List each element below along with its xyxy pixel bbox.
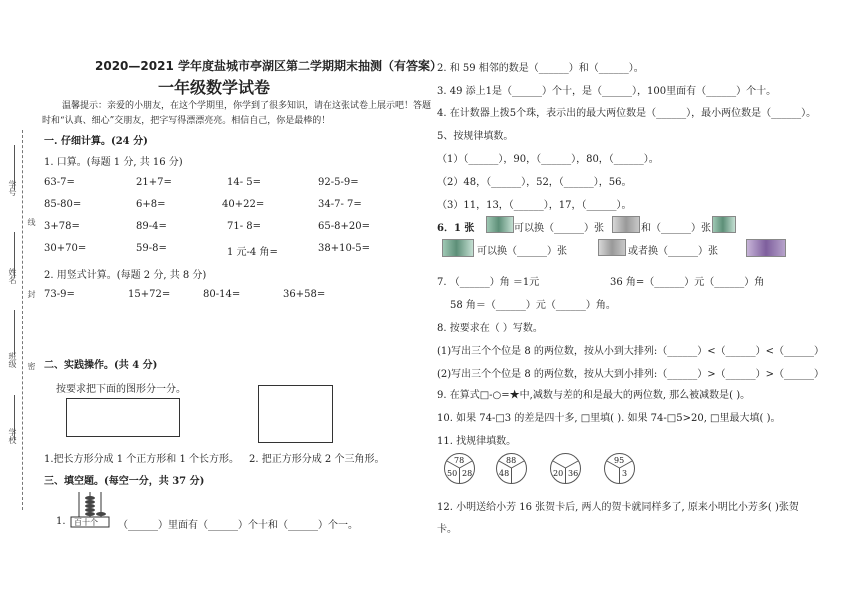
banknote-green-icon — [486, 216, 514, 233]
question-12-line-2: 卡。 — [437, 524, 457, 535]
oral-item: 92-5-9= — [318, 177, 359, 188]
circle-top-value: 88 — [506, 456, 517, 465]
vertical-item: 15+72= — [128, 289, 171, 300]
oral-item: 21+7= — [136, 177, 172, 188]
school-label: 学校 — [8, 428, 17, 444]
circle-right-value: 3 — [622, 469, 628, 478]
oral-item: 3+78= — [44, 221, 80, 232]
name-label: 姓名 — [8, 268, 17, 284]
operation-1-text: 1.把长方形分成 1 个正方形和 1 个长方形。 — [44, 454, 239, 465]
circle-top-value: 78 — [454, 456, 465, 465]
oral-item: 30+70= — [44, 243, 87, 254]
question-5-3: （3）11，13，（______），17，（______）。 — [437, 200, 632, 211]
question-3: 3. 49 添上1是（______）个十，是（______），100里面有（______）个十。 — [437, 86, 777, 97]
question-5: 5、按规律填数。 — [437, 131, 514, 142]
oral-item: 85-80= — [44, 199, 82, 210]
oral-item: 6+8= — [136, 199, 166, 210]
square-shape[interactable] — [258, 385, 333, 443]
section-3-heading: 三、填空题。(每空一分，共 37 分) — [44, 476, 205, 487]
exam-title: 2020—2021 学年度盐城市亭湖区第二学期期末抽测（有答案） — [95, 59, 442, 73]
seal-char-line: 线 — [27, 218, 36, 226]
oral-item: 65-8+20= — [318, 221, 370, 232]
section-2-heading: 二、实践操作。(共 4 分) — [44, 360, 158, 371]
fill-1-number: 1. — [56, 516, 66, 527]
fold-line — [22, 130, 23, 510]
question-8-1: (1)写出三个个位是 8 的两位数，按从小到大排列:（______）<（______）<（______） — [437, 346, 825, 357]
operation-2-text: 2. 把正方形分成 2 个三角形。 — [249, 454, 385, 465]
question-6-exchange-2: 可以换（______）张 — [477, 246, 567, 257]
circle-left-value: 20 — [553, 469, 564, 478]
question-7-b: 36 角=（______）元（______）角 — [610, 277, 765, 288]
question-5-2: （2）48，（______），52，（______），56。 — [437, 177, 632, 188]
question-6-exchange-1: 可以换（______）张 — [514, 223, 604, 234]
exam-subtitle: 一年级数学试卷 — [158, 78, 271, 97]
rectangle-shape[interactable] — [66, 398, 180, 437]
abacus-illustration — [70, 490, 110, 528]
question-6-or: 或者换（______）张 — [628, 246, 718, 257]
question-8: 8. 按要求在（ ）写数。 — [437, 323, 543, 334]
question-5-1: （1）（______），90，（______），80，（______）。 — [437, 154, 659, 165]
class-line — [14, 310, 15, 355]
question-10: 10. 如果 74-□3 的差是四十多, □里填( ). 如果 74-□5>20, □里最大填( )。 — [437, 413, 781, 424]
pattern-circle — [604, 453, 635, 484]
circle-right-value: 28 — [462, 469, 473, 478]
section-1-heading: 一. 仔细计算。(24 分) — [44, 136, 148, 147]
abacus-label: 百十个 — [74, 518, 98, 527]
question-11: 11. 找规律填数。 — [437, 436, 517, 447]
oral-item: 1 元-4 角= — [227, 247, 278, 258]
oral-item: 40+22= — [222, 199, 265, 210]
question-8-2: (2)写出三个个位是 8 的两位数，按从大到小排列:（______）>（______）>（______） — [437, 369, 825, 380]
circle-left-value: 50 — [447, 469, 458, 478]
oral-item: 71- 8= — [227, 221, 262, 232]
question-2: 2. 和 59 相邻的数是（______）和（______）。 — [437, 63, 644, 74]
student-id-label: 学号 — [8, 180, 17, 196]
fill-1-text: （______）里面有（______）个十和（______）个一。 — [118, 520, 358, 531]
question-6-start: 6．1 张 — [437, 223, 475, 234]
oral-item: 34-7- 7= — [318, 199, 362, 210]
banknote-grey-icon — [612, 216, 640, 233]
seal-char-seal: 封 — [27, 290, 36, 298]
oral-item: 59-8= — [136, 243, 167, 254]
question-12-line-1: 12. 小明送给小芳 16 张贺卡后, 两人的贺卡就同样多了, 原来小明比小芳多( )张贺 — [437, 502, 799, 513]
oral-item: 63-7= — [44, 177, 75, 188]
circle-left-value: 48 — [499, 469, 510, 478]
circle-right-value: 36 — [568, 469, 579, 478]
operation-hint: 按要求把下面的图形分一分。 — [56, 384, 186, 395]
tip-line-2: 时和“认真、细心”交朋友，把字写得漂漂亮亮。相信自己，你是最棒的！ — [42, 116, 331, 126]
oral-item: 38+10-5= — [318, 243, 370, 254]
vertical-item: 80-14= — [203, 289, 241, 300]
banknote-small-icon — [712, 216, 736, 233]
question-7-c: 58 角＝（______）元（______）角。 — [450, 300, 616, 311]
circle-top-value: 95 — [614, 456, 625, 465]
vertical-item: 36+58= — [283, 289, 326, 300]
pattern-circle — [444, 453, 475, 484]
question-9: 9. 在算式□-○=★中,减数与差的和是最大的两位数, 那么被减数是( )。 — [437, 390, 751, 401]
question-4: 4. 在计数器上拨5个珠，表示出的最大两位数是（______），最小两位数是（______）。 — [437, 108, 817, 119]
question-7-a: 7. （______）角 ＝1元 — [437, 277, 540, 288]
pattern-circle — [550, 453, 581, 484]
seal-char-secret: 密 — [27, 362, 36, 370]
vertical-item: 73-9= — [44, 289, 75, 300]
banknote-grey-icon — [598, 239, 626, 256]
pattern-circle — [496, 453, 527, 484]
question-oral-calc: 1. 口算。(每题 1 分, 共 16 分) — [44, 157, 183, 168]
banknote-purple-icon — [746, 239, 786, 257]
question-6-and: 和（______）张 — [641, 223, 711, 234]
banknote-green-icon — [442, 239, 474, 257]
tip-line-1: 温馨提示：亲爱的小朋友，在这个学期里，你学到了很多知识，请在这张试卷上展示吧！答题 — [62, 101, 432, 111]
oral-item: 14- 5= — [227, 177, 262, 188]
oral-item: 89-4= — [136, 221, 167, 232]
question-vertical-calc: 2. 用竖式计算。(每题 2 分, 共 8 分) — [44, 270, 207, 281]
class-label: 班级 — [8, 352, 17, 368]
